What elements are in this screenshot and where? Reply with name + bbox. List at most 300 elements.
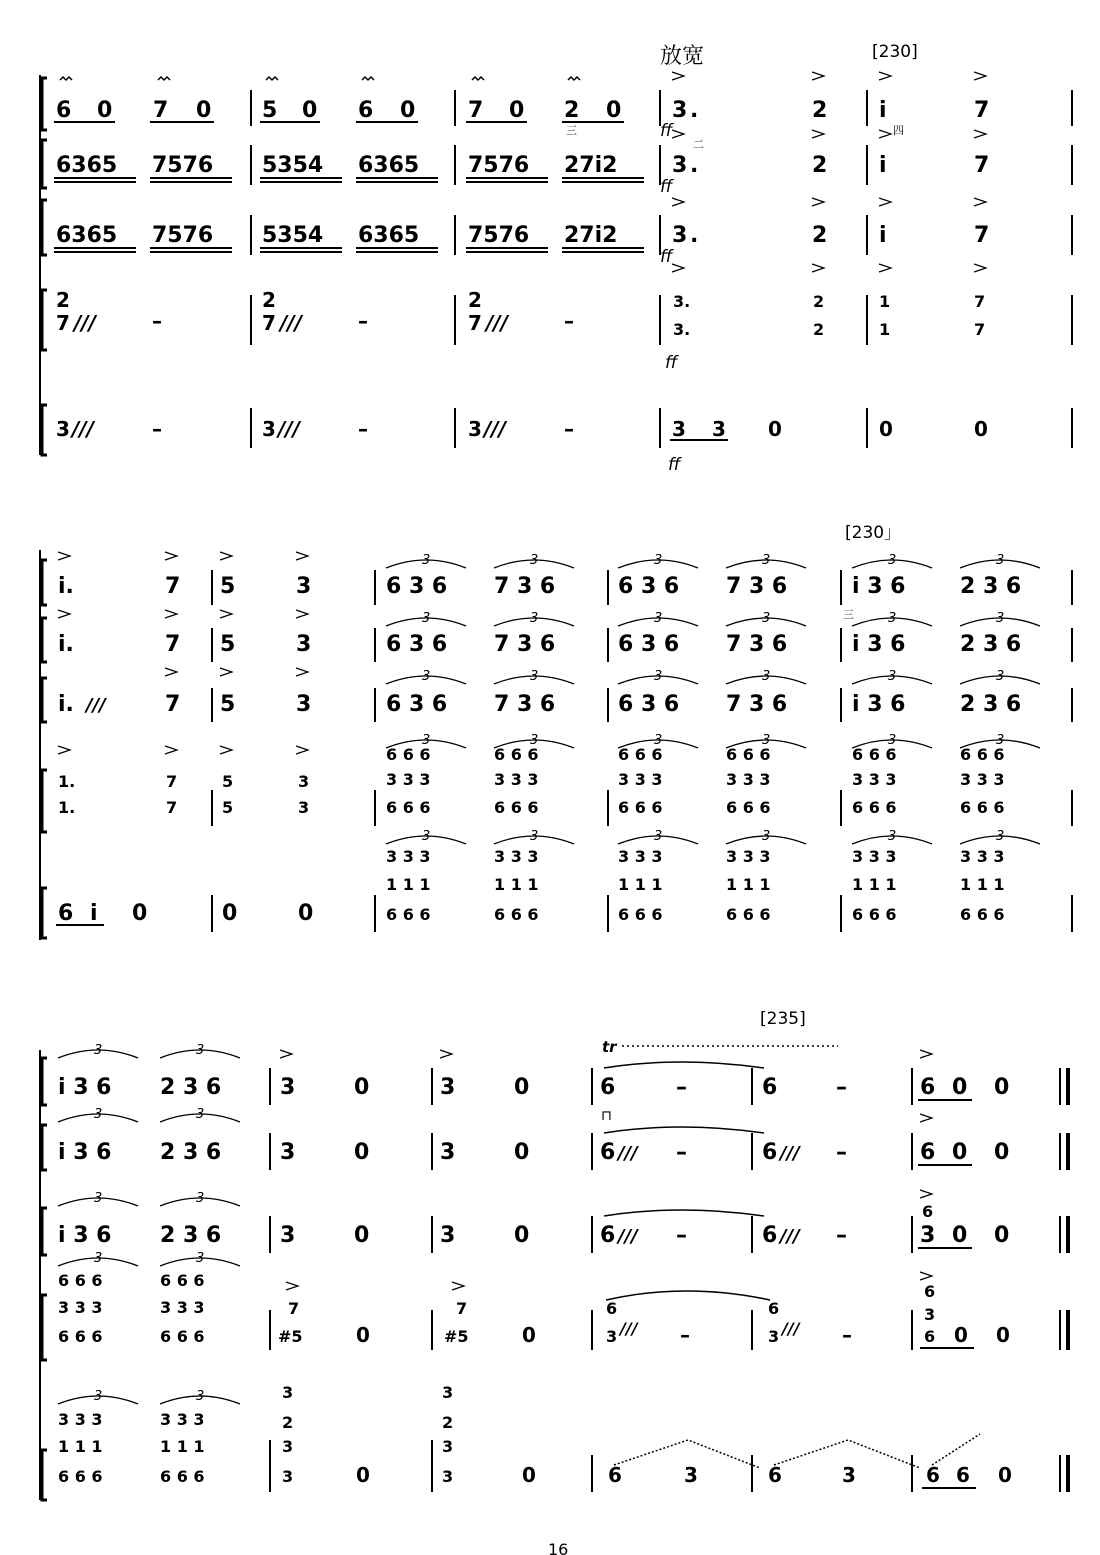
- svg-text:6 6 6: 6 6 6: [960, 905, 1005, 924]
- svg-text:7: 7: [456, 1299, 468, 1318]
- staff-1: [58, 1075, 1009, 1100]
- svg-text:1 1 1: 1 1 1: [618, 875, 663, 894]
- svg-text:1 1 1: 1 1 1: [852, 875, 897, 894]
- staff-3: [58, 1202, 1009, 1248]
- svg-text:0: 0: [514, 1223, 530, 1248]
- svg-text:2: 2: [442, 1413, 454, 1432]
- svg-text:7: 7: [153, 98, 169, 123]
- svg-text:3: 3: [422, 733, 431, 748]
- svg-text:0: 0: [400, 98, 416, 123]
- svg-text:1 1 1: 1 1 1: [726, 875, 771, 894]
- svg-text:6 6 6: 6 6 6: [494, 798, 539, 817]
- svg-text:2 3 6: 2 3 6: [160, 1075, 222, 1100]
- svg-text:0: 0: [952, 1140, 968, 1165]
- svg-text:6: 6: [600, 1075, 616, 1100]
- svg-text:0: 0: [998, 1463, 1012, 1487]
- svg-text:27i2: 27i2: [564, 223, 618, 248]
- svg-text:3 3 3: 3 3 3: [160, 1298, 205, 1317]
- svg-text:6 6 6: 6 6 6: [160, 1327, 205, 1346]
- svg-text:3: 3: [672, 153, 688, 178]
- svg-text:7576: 7576: [152, 223, 214, 248]
- svg-text:///: ///: [74, 311, 96, 335]
- svg-text:6: 6: [608, 1463, 622, 1487]
- svg-text:–: –: [152, 309, 162, 333]
- svg-text:7 3 6: 7 3 6: [494, 632, 556, 657]
- svg-text:3 3 3: 3 3 3: [960, 770, 1005, 789]
- svg-text:1.: 1.: [58, 772, 76, 791]
- svg-text:3 3 3: 3 3 3: [852, 847, 897, 866]
- svg-text:6 3 6: 6 3 6: [618, 632, 680, 657]
- svg-text:7: 7: [165, 632, 181, 657]
- svg-text:2: 2: [564, 98, 580, 123]
- svg-text:3: 3: [996, 829, 1005, 844]
- svg-text:3: 3: [196, 1107, 205, 1122]
- svg-text:5: 5: [220, 574, 236, 599]
- svg-text:6: 6: [924, 1282, 936, 1301]
- svg-text:6 6 6: 6 6 6: [386, 905, 431, 924]
- svg-text:0: 0: [954, 1323, 968, 1347]
- svg-text:3: 3: [422, 669, 431, 684]
- svg-text:3: 3: [422, 829, 431, 844]
- svg-text:///: ///: [486, 311, 508, 335]
- svg-text:///: ///: [86, 695, 106, 716]
- svg-text:27i2: 27i2: [564, 153, 618, 178]
- svg-text:0: 0: [879, 417, 893, 441]
- svg-text:2: 2: [812, 98, 828, 123]
- svg-text:3: 3: [672, 98, 688, 123]
- svg-text:6: 6: [762, 1140, 778, 1165]
- svg-text:–: –: [836, 1223, 847, 1248]
- staff-1: [56, 98, 989, 123]
- svg-text:3 3 3: 3 3 3: [160, 1410, 205, 1429]
- tempo-marking: 放宽: [660, 44, 705, 69]
- svg-text:0: 0: [354, 1140, 370, 1165]
- svg-text:.: .: [690, 223, 699, 248]
- svg-text:7 3 6: 7 3 6: [726, 632, 788, 657]
- staff-4: [56, 288, 985, 339]
- svg-text:0: 0: [298, 901, 314, 926]
- svg-text:ff: ff: [660, 177, 673, 197]
- svg-text:3: 3: [296, 574, 312, 599]
- svg-text:6 6 6: 6 6 6: [852, 745, 897, 764]
- staff-2: [58, 632, 1021, 657]
- svg-text:0: 0: [97, 98, 113, 123]
- svg-text:7 3 6: 7 3 6: [726, 574, 788, 599]
- svg-text:0: 0: [522, 1323, 536, 1347]
- svg-text:3: 3: [296, 692, 312, 717]
- svg-text:3: 3: [530, 829, 539, 844]
- svg-text:ff: ff: [668, 455, 681, 475]
- svg-text:6 6 6: 6 6 6: [726, 905, 771, 924]
- svg-text:6 6 6: 6 6 6: [726, 798, 771, 817]
- svg-text:3: 3: [196, 1389, 205, 1404]
- staff-2: [58, 1140, 1009, 1165]
- svg-text:3 3 3: 3 3 3: [726, 770, 771, 789]
- system-1: [40, 75, 1072, 475]
- svg-text:6 6 6: 6 6 6: [160, 1467, 205, 1486]
- svg-text:0: 0: [522, 1463, 536, 1487]
- svg-text:#5: #5: [278, 1327, 303, 1346]
- svg-text:0: 0: [509, 98, 525, 123]
- svg-text:6 6 6: 6 6 6: [58, 1271, 103, 1290]
- ornament-trill: tr: [602, 1038, 617, 1056]
- svg-text:3: 3: [762, 611, 771, 626]
- svg-text:i: i: [879, 153, 887, 178]
- svg-text:三: 三: [566, 124, 577, 137]
- svg-text:0: 0: [222, 901, 238, 926]
- svg-text:5: 5: [220, 692, 236, 717]
- svg-text:7: 7: [288, 1299, 300, 1318]
- svg-text:6: 6: [768, 1299, 780, 1318]
- svg-text:2: 2: [262, 288, 276, 312]
- svg-text:1.: 1.: [58, 798, 76, 817]
- svg-text:0: 0: [994, 1223, 1010, 1248]
- svg-text:7: 7: [165, 692, 181, 717]
- svg-text:3: 3: [996, 733, 1005, 748]
- svg-text:1 1 1: 1 1 1: [386, 875, 431, 894]
- svg-text:i 3 6: i 3 6: [852, 632, 906, 657]
- svg-text:3 3 3: 3 3 3: [960, 847, 1005, 866]
- svg-text:i 3 6: i 3 6: [58, 1223, 112, 1248]
- svg-text:7: 7: [974, 98, 990, 123]
- svg-text:1: 1: [879, 320, 891, 339]
- svg-text:5: 5: [220, 632, 236, 657]
- svg-text:–: –: [680, 1323, 690, 1347]
- svg-text:6 6 6: 6 6 6: [726, 745, 771, 764]
- svg-text:3 3 3: 3 3 3: [58, 1298, 103, 1317]
- svg-text:3: 3: [440, 1140, 456, 1165]
- svg-text:i: i: [879, 223, 887, 248]
- svg-text:#5: #5: [444, 1327, 469, 1346]
- svg-text:0: 0: [356, 1463, 370, 1487]
- svg-text:3: 3: [842, 1463, 856, 1487]
- svg-text:i.: i.: [58, 692, 74, 717]
- svg-text:3: 3: [712, 417, 726, 441]
- svg-text:0: 0: [994, 1140, 1010, 1165]
- svg-text:3: 3: [298, 798, 310, 817]
- svg-text:7: 7: [974, 223, 990, 248]
- staff-3: [56, 223, 989, 248]
- svg-text:6 6 6: 6 6 6: [494, 905, 539, 924]
- staff-5: [56, 417, 988, 441]
- svg-text:3: 3: [298, 772, 310, 791]
- svg-text:5354: 5354: [262, 153, 324, 178]
- svg-text:5: 5: [222, 772, 234, 791]
- svg-text:3 3 3: 3 3 3: [618, 770, 663, 789]
- staff-3: [58, 692, 1021, 717]
- svg-text:1 1 1: 1 1 1: [960, 875, 1005, 894]
- svg-text:–: –: [676, 1075, 687, 1100]
- svg-text:6: 6: [922, 1202, 934, 1221]
- svg-text:///: ///: [780, 1226, 800, 1247]
- svg-text:三: 三: [843, 608, 854, 621]
- svg-text:///: ///: [280, 311, 302, 335]
- svg-text:0: 0: [302, 98, 318, 123]
- svg-text:0: 0: [768, 417, 782, 441]
- svg-text:0: 0: [996, 1323, 1010, 1347]
- svg-text:6: 6: [600, 1140, 616, 1165]
- svg-text:6: 6: [762, 1223, 778, 1248]
- svg-text:3 3 3: 3 3 3: [58, 1410, 103, 1429]
- svg-text:///: ///: [618, 1226, 638, 1247]
- svg-text:6 6 6: 6 6 6: [386, 745, 431, 764]
- svg-text:6: 6: [768, 1463, 782, 1487]
- svg-text:6: 6: [762, 1075, 778, 1100]
- svg-text:i 3 6: i 3 6: [852, 692, 906, 717]
- svg-text:3: 3: [672, 417, 686, 441]
- svg-text:6: 6: [58, 901, 74, 926]
- svg-text:i: i: [879, 98, 887, 123]
- svg-text:7: 7: [56, 311, 70, 335]
- svg-text:3: 3: [196, 1251, 205, 1266]
- svg-text:2: 2: [812, 223, 828, 248]
- svg-text:6 3 6: 6 3 6: [618, 692, 680, 717]
- staff-4: [58, 745, 1005, 817]
- svg-text:6 6 6: 6 6 6: [960, 745, 1005, 764]
- svg-text:3: 3: [996, 669, 1005, 684]
- svg-text:2 3 6: 2 3 6: [960, 632, 1022, 657]
- svg-text:3: 3: [768, 1327, 780, 1346]
- svg-text:二: 二: [693, 138, 704, 151]
- svg-text:3.: 3.: [673, 320, 691, 339]
- svg-text:6 6 6: 6 6 6: [618, 905, 663, 924]
- svg-text:–: –: [564, 417, 574, 441]
- svg-text:3: 3: [94, 1107, 103, 1122]
- svg-text:3: 3: [94, 1043, 103, 1058]
- fingering-markings: [566, 124, 904, 151]
- svg-text:6 6 6: 6 6 6: [386, 798, 431, 817]
- svg-text:–: –: [842, 1323, 852, 1347]
- svg-text:i 3 6: i 3 6: [58, 1140, 112, 1165]
- svg-text:i 3 6: i 3 6: [852, 574, 906, 599]
- svg-text:///: ///: [72, 417, 94, 441]
- svg-text:.: .: [690, 98, 699, 123]
- svg-text:3: 3: [654, 829, 663, 844]
- svg-text:3: 3: [888, 829, 897, 844]
- svg-text:2: 2: [468, 288, 482, 312]
- svg-text:3 3 3: 3 3 3: [494, 770, 539, 789]
- svg-text:2 3 6: 2 3 6: [160, 1140, 222, 1165]
- notation-decorations: [58, 72, 1040, 1404]
- svg-text:3: 3: [196, 1191, 205, 1206]
- svg-text:///: ///: [618, 1143, 638, 1164]
- svg-text:7 3 6: 7 3 6: [726, 692, 788, 717]
- svg-text:3 3 3: 3 3 3: [494, 847, 539, 866]
- svg-text:四: 四: [893, 124, 904, 137]
- svg-text:7: 7: [166, 772, 178, 791]
- svg-text:5: 5: [262, 98, 278, 123]
- svg-text:7: 7: [166, 798, 178, 817]
- svg-text:3: 3: [530, 611, 539, 626]
- svg-text:3: 3: [606, 1327, 618, 1346]
- svg-text:i: i: [90, 901, 98, 926]
- svg-text:3: 3: [888, 669, 897, 684]
- svg-text:⊓: ⊓: [601, 1108, 612, 1124]
- svg-text:6365: 6365: [56, 223, 118, 248]
- svg-text:5354: 5354: [262, 223, 324, 248]
- svg-text:3 3 3: 3 3 3: [618, 847, 663, 866]
- svg-text:3: 3: [530, 553, 539, 568]
- svg-text:2: 2: [56, 288, 70, 312]
- svg-text:2: 2: [813, 292, 825, 311]
- svg-text:2: 2: [282, 1413, 294, 1432]
- svg-text:6: 6: [924, 1327, 936, 1346]
- staff-4: [58, 1271, 1010, 1347]
- svg-text:1 1 1: 1 1 1: [160, 1437, 205, 1456]
- svg-text:6: 6: [606, 1299, 618, 1318]
- svg-text:6 3 6: 6 3 6: [386, 574, 448, 599]
- svg-text:3: 3: [422, 553, 431, 568]
- svg-text:6 6 6: 6 6 6: [960, 798, 1005, 817]
- svg-text:6 6 6: 6 6 6: [58, 1467, 103, 1486]
- svg-text:3: 3: [654, 733, 663, 748]
- svg-text:1: 1: [879, 292, 891, 311]
- staff-5: [58, 847, 1005, 926]
- system-2: [40, 550, 1072, 940]
- svg-text:3: 3: [762, 733, 771, 748]
- svg-text:6 6 6: 6 6 6: [852, 905, 897, 924]
- svg-text:3: 3: [282, 1437, 294, 1456]
- svg-text:3: 3: [888, 553, 897, 568]
- svg-text:///: ///: [620, 1319, 638, 1338]
- svg-text:2 3 6: 2 3 6: [960, 574, 1022, 599]
- svg-text:7576: 7576: [468, 153, 530, 178]
- svg-text:3: 3: [94, 1389, 103, 1404]
- svg-text:0: 0: [196, 98, 212, 123]
- svg-text:3: 3: [762, 829, 771, 844]
- svg-text:3: 3: [888, 611, 897, 626]
- svg-text:6 6 6: 6 6 6: [58, 1327, 103, 1346]
- svg-text:3: 3: [94, 1251, 103, 1266]
- svg-text:6: 6: [56, 98, 72, 123]
- svg-text:0: 0: [974, 417, 988, 441]
- svg-text:6 6 6: 6 6 6: [494, 745, 539, 764]
- svg-text:–: –: [676, 1140, 687, 1165]
- svg-text:3: 3: [762, 553, 771, 568]
- svg-text:3: 3: [654, 611, 663, 626]
- svg-text:6: 6: [920, 1075, 936, 1100]
- svg-text:–: –: [152, 417, 162, 441]
- svg-text:0: 0: [994, 1075, 1010, 1100]
- svg-text:3 3 3: 3 3 3: [726, 847, 771, 866]
- svg-text:3: 3: [440, 1223, 456, 1248]
- svg-text:0: 0: [514, 1140, 530, 1165]
- svg-text:3: 3: [888, 733, 897, 748]
- svg-text:2: 2: [813, 320, 825, 339]
- svg-text:6 3 6: 6 3 6: [386, 632, 448, 657]
- svg-text:7 3 6: 7 3 6: [494, 574, 556, 599]
- svg-text:–: –: [564, 309, 574, 333]
- svg-text:7: 7: [468, 311, 482, 335]
- svg-text:///: ///: [278, 417, 300, 441]
- svg-text:–: –: [836, 1140, 847, 1165]
- svg-text:3.: 3.: [673, 292, 691, 311]
- svg-text:0: 0: [952, 1223, 968, 1248]
- svg-text:.: .: [690, 153, 699, 178]
- svg-text:3: 3: [280, 1223, 296, 1248]
- svg-text:ff: ff: [660, 247, 673, 267]
- svg-text:–: –: [358, 309, 368, 333]
- svg-text:7: 7: [165, 574, 181, 599]
- svg-text:3: 3: [920, 1223, 936, 1248]
- svg-text:6365: 6365: [358, 223, 420, 248]
- svg-text:0: 0: [514, 1075, 530, 1100]
- svg-text:3: 3: [196, 1043, 205, 1058]
- svg-text:6 6 6: 6 6 6: [618, 798, 663, 817]
- svg-text:7: 7: [262, 311, 276, 335]
- svg-text:6: 6: [600, 1223, 616, 1248]
- svg-text:7: 7: [974, 292, 986, 311]
- svg-text:3: 3: [440, 1075, 456, 1100]
- svg-text:0: 0: [356, 1323, 370, 1347]
- svg-text:–: –: [836, 1075, 847, 1100]
- svg-text:1 1 1: 1 1 1: [494, 875, 539, 894]
- page-number: 16: [548, 1540, 569, 1555]
- svg-text:0: 0: [132, 901, 148, 926]
- svg-text:///: ///: [780, 1143, 800, 1164]
- svg-text:3: 3: [442, 1383, 454, 1402]
- svg-text:i.: i.: [58, 574, 74, 599]
- svg-text:7: 7: [468, 98, 484, 123]
- svg-text:–: –: [358, 417, 368, 441]
- svg-text:0: 0: [952, 1075, 968, 1100]
- svg-text:6 6 6: 6 6 6: [852, 798, 897, 817]
- svg-text:6: 6: [920, 1140, 936, 1165]
- svg-text:7: 7: [974, 153, 990, 178]
- svg-text:3: 3: [280, 1075, 296, 1100]
- svg-text:i.: i.: [58, 632, 74, 657]
- staff-2: [56, 153, 989, 178]
- svg-text:7: 7: [974, 320, 986, 339]
- svg-text:ff: ff: [660, 121, 673, 141]
- staff-1: [58, 574, 1021, 599]
- svg-text:3 3 3: 3 3 3: [386, 847, 431, 866]
- svg-text:///: ///: [484, 417, 506, 441]
- svg-text:ff: ff: [665, 353, 678, 373]
- svg-text:0: 0: [354, 1075, 370, 1100]
- svg-text:3: 3: [422, 611, 431, 626]
- svg-text:0: 0: [606, 98, 622, 123]
- svg-text:3: 3: [654, 553, 663, 568]
- svg-text:7 3 6: 7 3 6: [494, 692, 556, 717]
- svg-text:///: ///: [782, 1319, 800, 1338]
- svg-text:3: 3: [282, 1467, 294, 1486]
- svg-text:6: 6: [358, 98, 374, 123]
- svg-text:2 3 6: 2 3 6: [160, 1223, 222, 1248]
- svg-text:3: 3: [280, 1140, 296, 1165]
- svg-text:2: 2: [812, 153, 828, 178]
- rehearsal-number: [230]: [872, 42, 918, 62]
- svg-text:6 3 6: 6 3 6: [386, 692, 448, 717]
- svg-text:7576: 7576: [152, 153, 214, 178]
- rehearsal-number: [230」: [845, 523, 902, 543]
- svg-text:3: 3: [924, 1305, 936, 1324]
- svg-text:5: 5: [222, 798, 234, 817]
- svg-text:3 3 3: 3 3 3: [386, 770, 431, 789]
- svg-text:6 3 6: 6 3 6: [618, 574, 680, 599]
- svg-text:3: 3: [530, 669, 539, 684]
- svg-text:1 1 1: 1 1 1: [58, 1437, 103, 1456]
- rehearsal-number: [235]: [760, 1009, 806, 1029]
- svg-text:6: 6: [926, 1463, 940, 1487]
- svg-text:6365: 6365: [358, 153, 420, 178]
- svg-text:6: 6: [956, 1463, 970, 1487]
- svg-text:3: 3: [996, 611, 1005, 626]
- svg-text:3: 3: [684, 1463, 698, 1487]
- svg-text:3: 3: [94, 1191, 103, 1206]
- svg-text:3: 3: [282, 1383, 294, 1402]
- svg-text:3: 3: [762, 669, 771, 684]
